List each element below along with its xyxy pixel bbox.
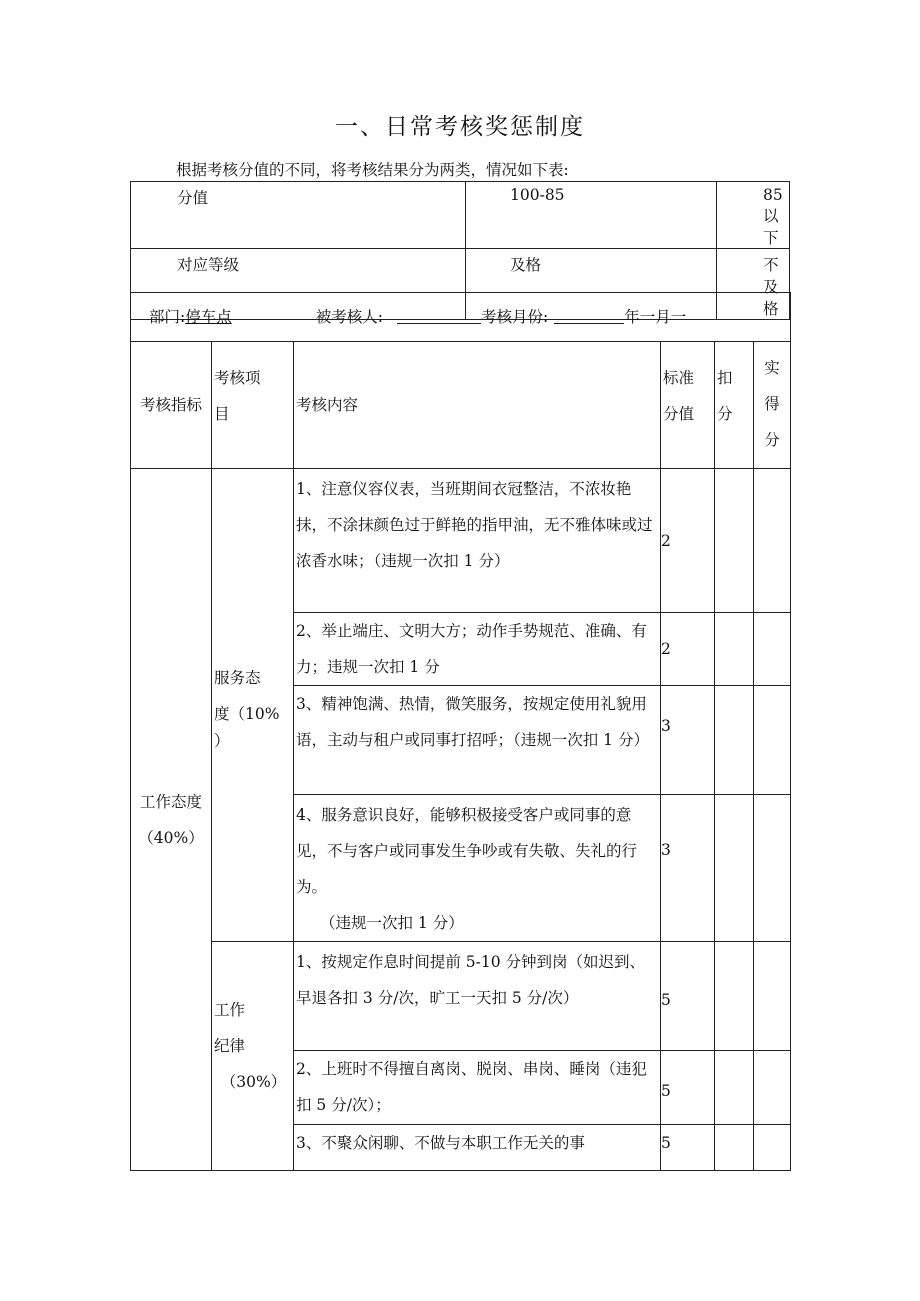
table-header-row (131, 342, 791, 469)
criteria-content: 3、精神饱满、热情，微笑服务，按规定使用礼貌用语，主动与租户或同事打招呼；（违规一次扣 1 分） (294, 686, 661, 795)
intro-paragraph: 根据考核分值的不同，将考核结果分为两类，情况如下表: (176, 161, 569, 179)
criteria-content: 2、举止端庄、文明大方；动作手势规范、准确、有力；违规一次扣 1 分 (294, 613, 661, 686)
standard-score: 2 (661, 469, 715, 613)
deduction-cell (715, 942, 754, 1051)
header-deduct-line: 分 (717, 405, 733, 423)
grade-cell: 85 以下 (717, 182, 790, 249)
criteria-note: （违规一次扣 1 分） (320, 914, 464, 932)
month-blank (554, 305, 624, 324)
header-actual-line: 得 (764, 395, 780, 413)
deduction-cell (715, 795, 754, 942)
dept-value: 停车点 (185, 308, 232, 326)
item-line: 纪律 (214, 1037, 246, 1055)
item-line: 工作 (214, 1001, 246, 1019)
table-row (131, 469, 791, 613)
table-row (131, 293, 791, 342)
criteria-content (294, 795, 661, 942)
header-content: 考核内容 (294, 342, 661, 469)
item-line: 服务态 (214, 669, 261, 687)
actual-score-cell (754, 795, 791, 942)
standard-score: 3 (661, 795, 715, 942)
standard-score: 5 (661, 1125, 715, 1171)
actual-score-cell (754, 1125, 791, 1171)
year-month-label: 年一月一 (624, 308, 687, 326)
standard-score: 5 (661, 942, 715, 1051)
grade-cell: 对应等级 (131, 249, 466, 320)
criteria-content: 3、不聚众闲聊、不做与本职工作无关的事 (294, 1125, 661, 1171)
category-work-attitude (131, 469, 212, 1171)
actual-score-cell (754, 686, 791, 795)
criteria-content: 2、上班时不得擅自离岗、脱岗、串岗、睡岗（违犯扣 5 分/次）； (294, 1051, 661, 1125)
deduction-cell (715, 1125, 754, 1171)
criteria-content: 1、按规定作息时间提前 5-10 分钟到岗（如迟到、早退各扣 3 分/次，旷工一天扣 5 分/次） (294, 942, 661, 1051)
header-actual-line: 分 (764, 431, 780, 449)
standard-score: 3 (661, 686, 715, 795)
deduction-cell (715, 1051, 754, 1125)
category-line: 工作态度 (139, 792, 202, 811)
category-line: （40%） (138, 828, 204, 847)
item-line: 度（10% (214, 705, 280, 723)
assessment-table (130, 292, 791, 1171)
deduction-cell (715, 469, 754, 613)
page-title: 一、日常考核奖惩制度 (335, 114, 585, 140)
dept-header (131, 293, 791, 342)
actual-score-cell (754, 613, 791, 686)
actual-score-cell (754, 942, 791, 1051)
header-actual-line: 实 (764, 359, 780, 377)
grade-cell: 不及格 (717, 249, 790, 320)
actual-score-cell (754, 1051, 791, 1125)
assessee-blank (397, 305, 481, 324)
grade-cell: 100-85 (466, 182, 717, 249)
dept-label: 部门: (149, 308, 186, 326)
criteria-content: 1、注意仪容仪表，当班期间衣冠整洁，不浓妆艳抹，不涂抹颜色过于鲜艳的指甲油，无不雅体味或过浓香水味；（违规一次扣 1 分） (294, 469, 661, 613)
criteria-text: 4、服务意识良好，能够积极接受客户或同事的意见，不与客户或同事发生争吵或有失敬、失礼的行为。 (296, 806, 638, 896)
actual-score-cell (754, 469, 791, 613)
item-service-attitude (212, 469, 294, 942)
standard-score: 5 (661, 1051, 715, 1125)
deduction-cell (715, 686, 754, 795)
table-row (131, 182, 790, 249)
header-standard-score (661, 342, 715, 469)
grade-cell: 及格 (466, 249, 717, 320)
header-indicator: 考核指标 (131, 342, 212, 469)
header-item-line: 目 (214, 405, 230, 423)
item-line: ） (214, 732, 230, 750)
table-row (131, 942, 791, 1051)
header-item-line: 考核项 (214, 369, 261, 387)
header-std-line: 分值 (663, 405, 695, 423)
header-std-line: 标准 (663, 369, 695, 387)
assessee-label: 被考核人: (315, 308, 383, 326)
standard-score: 2 (661, 613, 715, 686)
header-actual-score (754, 342, 791, 469)
month-label: 考核月份: (480, 308, 549, 326)
grade-cell: 分值 (131, 182, 466, 249)
header-deduct-line: 扣 (717, 369, 733, 387)
item-line: （30%） (220, 1073, 287, 1091)
deduction-cell (715, 613, 754, 686)
header-deduction (715, 342, 754, 469)
header-item (212, 342, 294, 469)
item-work-discipline (212, 942, 294, 1171)
